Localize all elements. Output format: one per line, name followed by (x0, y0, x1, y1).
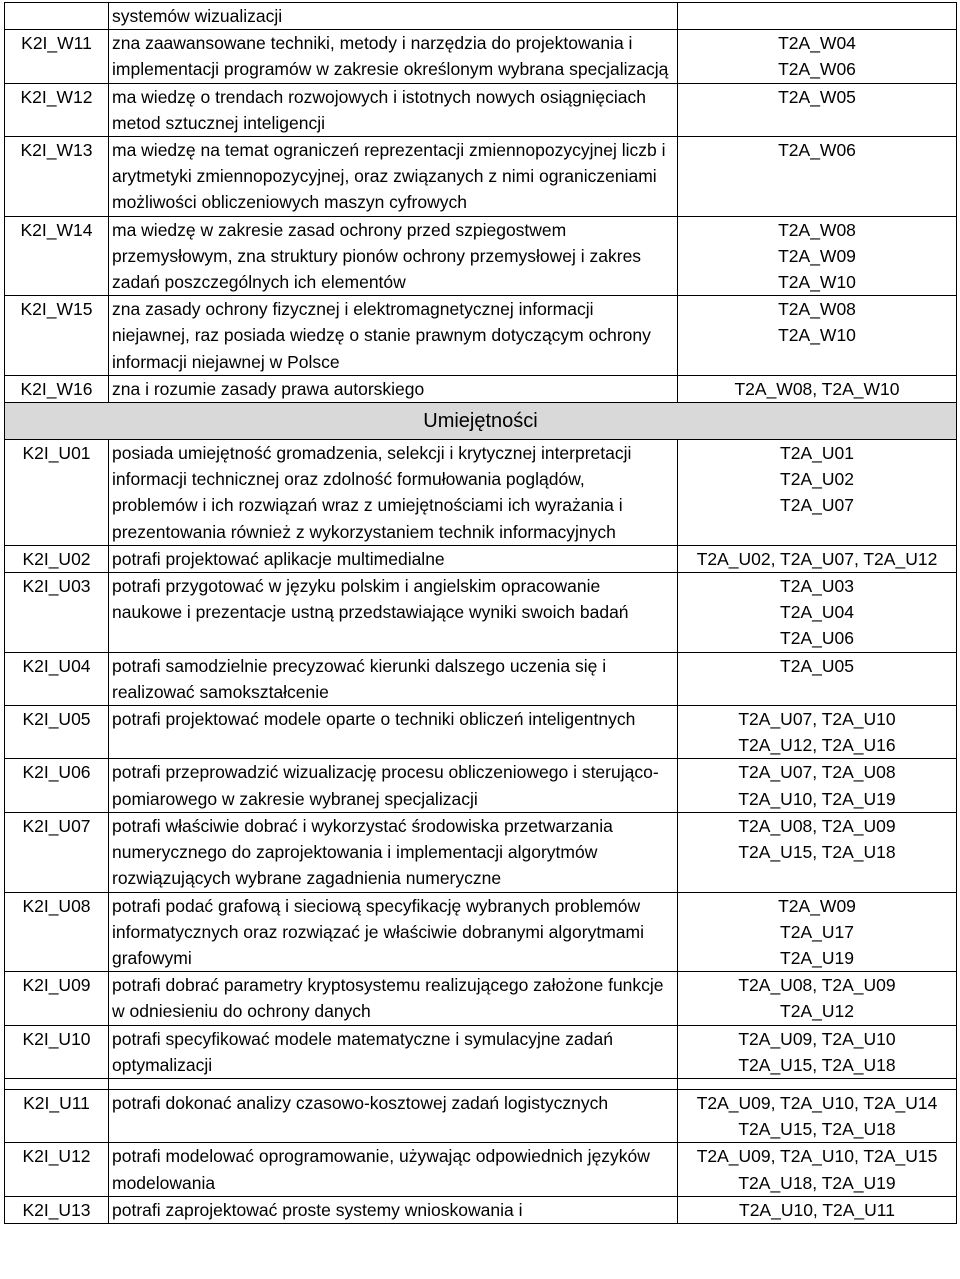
outcome-row (5, 759, 957, 812)
outcome-description: ma wiedzę o trendach rozwojowych i istotnych nowych osiągnięciach metod sztucznej inteligencji (109, 83, 678, 136)
outcome-description: potrafi przeprowadzić wizualizację procesu obliczeniowego i sterująco-pomiarowego w zakresie wybranej specjalizacji (109, 759, 678, 812)
outcome-description: potrafi dokonać analizy czasowo-kosztowej zadań logistycznych (109, 1089, 678, 1142)
outcome-row (5, 1143, 957, 1196)
outcome-row (5, 216, 957, 296)
outcome-row (5, 375, 957, 402)
outcome-references: T2A_W06 (678, 137, 957, 217)
outcome-references: T2A_U03 T2A_U04 T2A_U06 (678, 573, 957, 653)
outcome-description: potrafi projektować aplikacje multimedialne (109, 545, 678, 572)
outcome-code: K2I_U02 (5, 545, 109, 572)
outcome-references (678, 3, 957, 30)
outcome-code: K2I_U04 (5, 652, 109, 705)
outcome-description: ma wiedzę na temat ograniczeń reprezentacji zmiennopozycyjnej liczb i arytmetyki zmiennopozycyjnej, oraz związanych z nimi ograniczeniami możliwości obliczeniowych maszyn cyfrowych (109, 137, 678, 217)
outcome-references: T2A_U09, T2A_U10 T2A_U15, T2A_U18 (678, 1025, 957, 1078)
outcome-description: zna zasady ochrony fizycznej i elektromagnetycznej informacji niejawnej, raz posiada wiedzę o stanie prawnym dotyczącym ochrony informacji niejawnej w Polsce (109, 296, 678, 376)
outcome-code: K2I_U09 (5, 972, 109, 1025)
outcome-references: T2A_U01 T2A_U02 T2A_U07 (678, 440, 957, 546)
outcome-row (5, 1089, 957, 1142)
skills-section (5, 440, 957, 1079)
outcome-references: T2A_U08, T2A_U09 T2A_U12 (678, 972, 957, 1025)
outcome-description: potrafi projektować modele oparte o techniki obliczeń inteligentnych (109, 706, 678, 759)
outcome-description: potrafi przygotować w języku polskim i angielskim opracowanie naukowe i prezentacje ustną przedstawiające wyniki swoich badań (109, 573, 678, 653)
outcome-description: ma wiedzę w zakresie zasad ochrony przed szpiegostwem przemysłowym, zna struktury pionów ochrony przemysłowej i zakres zadań poszczególnych ich elementów (109, 216, 678, 296)
outcome-description: potrafi zaprojektować proste systemy wnioskowania i (109, 1196, 678, 1223)
outcome-description: potrafi samodzielnie precyzować kierunki dalszego uczenia się i realizować samokształcenie (109, 652, 678, 705)
outcome-code: K2I_U05 (5, 706, 109, 759)
outcome-row (5, 30, 957, 83)
outcome-references: T2A_U07, T2A_U10 T2A_U12, T2A_U16 (678, 706, 957, 759)
outcome-code: K2I_W16 (5, 375, 109, 402)
outcome-row (5, 1025, 957, 1078)
outcome-description: posiada umiejętność gromadzenia, selekcji i krytycznej interpretacji informacji technicznej oraz zdolność formułowania poglądów, problemów i ich rozwiązań wraz z umiejętnościami ich wyrażania i prezentowania również z wykorzystaniem technik informacyjnych (109, 440, 678, 546)
outcome-description: zna zaawansowane techniki, metody i narzędzia do projektowania i implementacji programów w zakresie określonym wybrana specjalizacją (109, 30, 678, 83)
outcome-references: T2A_W05 (678, 83, 957, 136)
outcome-description: potrafi właściwie dobrać i wykorzystać środowiska przetwarzania numerycznego do zaprojektowania i implementacji algorytmów rozwiązujących wybrane zagadnienia numeryczne (109, 812, 678, 892)
outcome-row (5, 573, 957, 653)
outcome-code: K2I_U03 (5, 573, 109, 653)
outcome-code: K2I_W12 (5, 83, 109, 136)
outcome-row (5, 296, 957, 376)
outcome-description: zna i rozumie zasady prawa autorskiego (109, 375, 678, 402)
outcome-code: K2I_U11 (5, 1089, 109, 1142)
section-title: Umiejętności (5, 403, 957, 440)
outcome-code: K2I_U01 (5, 440, 109, 546)
learning-outcomes-table (4, 2, 957, 1224)
outcome-references: T2A_U10, T2A_U11 (678, 1196, 957, 1223)
outcome-code: K2I_W13 (5, 137, 109, 217)
outcome-references: T2A_U08, T2A_U09 T2A_U15, T2A_U18 (678, 812, 957, 892)
outcome-references: T2A_U05 (678, 652, 957, 705)
outcome-description: potrafi podać grafową i sieciową specyfikację wybranych problemów informatycznych oraz rozwiązać je właściwie dobranymi algorytmami grafowymi (109, 892, 678, 972)
outcome-code: K2I_U07 (5, 812, 109, 892)
outcome-code (5, 3, 109, 30)
outcome-references: T2A_U02, T2A_U07, T2A_U12 (678, 545, 957, 572)
outcome-row (5, 892, 957, 972)
outcome-row (5, 545, 957, 572)
section-header-row (5, 403, 957, 440)
outcome-code: K2I_W15 (5, 296, 109, 376)
outcome-row (5, 706, 957, 759)
outcome-row (5, 3, 957, 30)
outcome-code: K2I_W11 (5, 30, 109, 83)
outcome-references: T2A_W08 T2A_W09 T2A_W10 (678, 216, 957, 296)
outcome-row (5, 972, 957, 1025)
outcome-description: potrafi specyfikować modele matematyczne i symulacyjne zadań optymalizacji (109, 1025, 678, 1078)
outcome-row (5, 83, 957, 136)
outcome-references: T2A_U09, T2A_U10, T2A_U15 T2A_U18, T2A_U19 (678, 1143, 957, 1196)
outcome-code: K2I_U13 (5, 1196, 109, 1223)
outcome-row (5, 137, 957, 217)
outcome-code: K2I_U12 (5, 1143, 109, 1196)
outcome-row (5, 440, 957, 546)
outcome-references: T2A_U07, T2A_U08 T2A_U10, T2A_U19 (678, 759, 957, 812)
outcome-references: T2A_W04 T2A_W06 (678, 30, 957, 83)
outcome-code: K2I_W14 (5, 216, 109, 296)
outcome-description: systemów wizualizacji (109, 3, 678, 30)
outcome-references: T2A_W08, T2A_W10 (678, 375, 957, 402)
outcome-references: T2A_U09, T2A_U10, T2A_U14 T2A_U15, T2A_U18 (678, 1089, 957, 1142)
knowledge-section (5, 3, 957, 403)
outcome-references: T2A_W08 T2A_W10 (678, 296, 957, 376)
outcome-code: K2I_U08 (5, 892, 109, 972)
outcome-description: potrafi modelować oprogramowanie, używając odpowiednich języków modelowania (109, 1143, 678, 1196)
outcome-code: K2I_U10 (5, 1025, 109, 1078)
outcome-row (5, 1196, 957, 1223)
skills-section-continued (5, 1089, 957, 1223)
outcome-row (5, 812, 957, 892)
spacer-row (5, 1078, 957, 1089)
outcome-code: K2I_U06 (5, 759, 109, 812)
outcome-row (5, 652, 957, 705)
outcome-references: T2A_W09 T2A_U17 T2A_U19 (678, 892, 957, 972)
outcome-description: potrafi dobrać parametry kryptosystemu realizującego założone funkcje w odniesieniu do ochrony danych (109, 972, 678, 1025)
